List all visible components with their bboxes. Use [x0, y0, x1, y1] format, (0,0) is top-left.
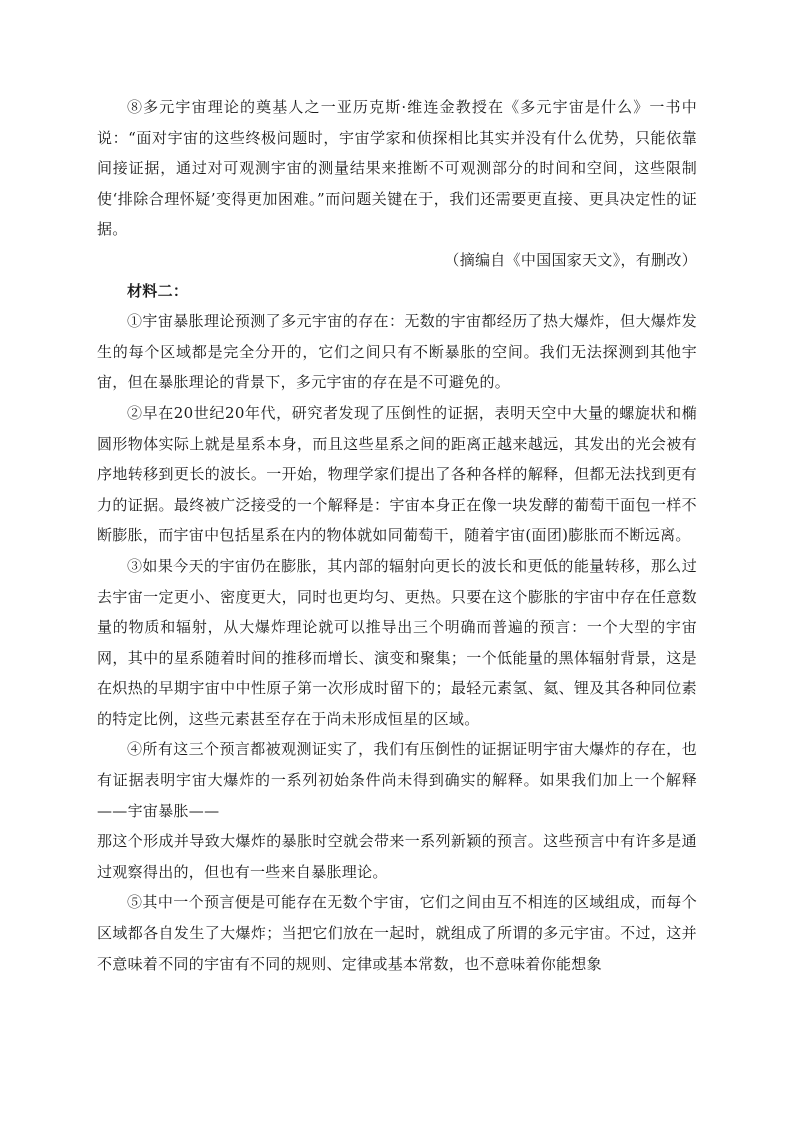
material-two-heading: 材料二： — [127, 281, 189, 300]
paragraph-1: ①宇宙暴胀理论预测了多元宇宙的存在：无数的宇宙都经历了热大爆炸，但大爆炸发生的每个区域都是完全分开的，它们之间只有不断暴胀的空间。我们无法探测到其他宇宙，但在暴胀理论的背景下，多元宇宙的存在是不可避免的。 — [97, 312, 697, 392]
source-note: （摘编自《中国国家天文》，有删改） — [444, 250, 697, 269]
paragraph-4-part1: ④所有这三个预言都被观测证实了，我们有压倒性的证据证明宇宙大爆炸的存在，也有证据表明宇宙大爆炸的一系列初始条件尚未得到确实的解释。如果我们加上一个解释——宇宙暴胀—— — [97, 740, 697, 820]
paragraph-8: ⑧多元宇宙理论的奠基人之一亚历克斯·维连金教授在《多元宇宙是什么》一书中说：“面对宇宙的这些终极问题时，宇宙学家和侦探相比其实并没有什么优势，只能依靠间接证据，通过对可观测宇宙的测量结果来推断不可观测部分的时间和空间，这些限制使‘排除合理怀疑’变得更加困难。”而问题关键在于，我们还需要更直接、更具决定性的证据。 — [97, 98, 697, 239]
document-page — [97, 92, 697, 979]
paragraph-2: ②早在20世纪20年代，研究者发现了压倒性的证据，表明天空中大量的螺旋状和椭圆形物体实际上就是星系本身，而且这些星系之间的距离正越来越远，其发出的光会被有序地转移到更长的波长。一开始，物理学家们提出了各种各样的解释，但都无法找到更有力的证据。最终被广泛接受的一个解释是：宇宙本身正在像一块发酵的葡萄干面包一样不断膨胀，而宇宙中包括星系在内的物体就如同葡萄干，随着宇宙(面团)膨胀而不断远离。 — [97, 403, 697, 545]
paragraph-5: ⑤其中一个预言便是可能存在无数个宇宙，它们之间由互不相连的区域组成，而每个区域都各自发生了大爆炸；当把它们放在一起时，就组成了所谓的多元宇宙。不过，这并不意味着不同的宇宙有不同的规则、定律或基本常数，也不意味着你能想象 — [97, 893, 697, 973]
paragraph-3: ③如果今天的宇宙仍在膨胀，其内部的辐射向更长的波长和更低的能量转移，那么过去宇宙一定更小、密度更大，同时也更均匀、更热。只要在这个膨胀的宇宙中存在任意数量的物质和辐射，从大爆炸理论就可以推导出三个明确而普遍的预言：一个大型的宇宙网，其中的星系随着时间的推移而增长、演变和聚集；一个低能量的黑体辐射背景，这是在炽热的早期宇宙中中性原子第一次形成时留下的；最轻元素氢、氦、锂及其各种同位素的特定比例，这些元素甚至存在于尚未形成恒星的区域。 — [97, 556, 697, 728]
paragraph-4-continuation — [97, 826, 697, 887]
paragraph-4 — [97, 734, 697, 826]
paragraph-4-part2: 那这个形成并导致大爆炸的暴胀时空就会带来一系列新颖的预言。这些预言中有许多是通过观察得出的，但也有一些来自暴胀理论。 — [97, 832, 697, 881]
